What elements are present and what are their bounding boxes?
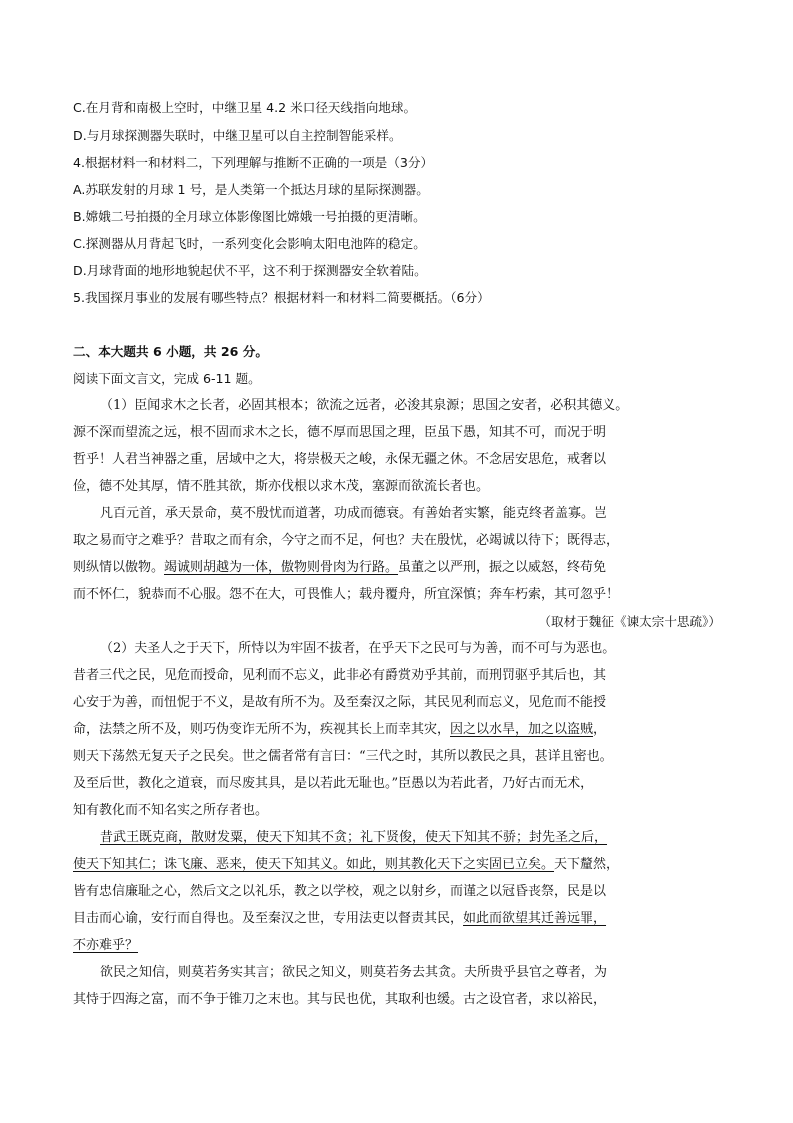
passage1-line: [0, 558, 793, 578]
passage1-line: 而不怀仁，貌恭而不心服。怨不在大，可畏惟人；载舟覆舟，所宜深慎；奔车朽索，其可忽乎！: [73, 587, 620, 602]
passage2-line: 皆有忠信廉耻之心，然后文之以礼乐，教之以学校，观之以射乡，而谨之以冠昏丧祭，民是以: [73, 884, 607, 899]
question-4-stem: 4.根据材料一和材料二，下列理解与推断不正确的一项是（3分）: [73, 155, 434, 170]
passage1-line: 凡百元首，承天景命，莫不殷忧而道著，功成而德衰。有善始者实繁，能克终者盖寡。岂: [100, 506, 608, 521]
passage2-line: [0, 909, 793, 929]
question-4c: C.探测器从月背起飞时，一系列变化会影响太阳电池阵的稳定。: [73, 236, 426, 251]
passage2-line: [0, 828, 793, 848]
underlined-sentence: 使天下知其仁；诛飞廉、恶来，使天下知其义。如此，则其教化天下之实固已立矣。: [73, 857, 555, 872]
question-4d: D.月球背面的地形地貌起伏不平，这不利于探测器安全软着陆。: [73, 263, 427, 278]
passage2-line: （2）夫圣人之于天下，所恃以为牢固不拔者，在乎天下之民可与为善，而不可与为恶也。: [100, 641, 616, 656]
passage2-line: 及至后世，教化之道衰，而尽废其具，是以若此无耻也。”臣愚以为若此者，乃好古而无术，: [73, 776, 594, 791]
question-3c: C.在月背和南极上空时，中继卫星 4.2 米口径天线指向地球。: [73, 100, 417, 115]
passage2-line: [0, 720, 793, 740]
passage2-text: 命，法禁之所不及，则巧伪变诈无所不为，疾视其长上而幸其灾，: [73, 722, 451, 737]
passage1-line: 俭，德不处其厚，情不胜其欲，斯亦伐根以求木茂，塞源而欲流长者也。: [73, 479, 490, 494]
passage1-text: 虽董之以严刑，振之以威怒，终苟免: [398, 560, 607, 575]
passage2-line: 则天下荡然无复天子之民矣。世之儒者常有言曰：“三代之时，其所以教民之具，甚详且密也。: [73, 749, 613, 764]
passage2-line: 欲民之知信，则莫若务实其言；欲民之知义，则莫若务去其贪。夫所贵乎县官之尊者，为: [100, 965, 608, 980]
section-instruction: 阅读下面文言文，完成 6-11 题。: [73, 371, 261, 386]
question-5: 5.我国探月事业的发展有哪些特点？根据材料一和材料二简要概括。（6分）: [73, 290, 490, 305]
passage1-text: 则纵情以傲物。: [73, 560, 165, 575]
passage2-line: 其恃于四海之富，而不争于锥刀之末也。其与民也优，其取利也缓。古之设官者，求以裕民，: [73, 992, 607, 1007]
passage1-line: （1）臣闻求木之长者，必固其根本；欲流之远者，必浚其泉源；思国之安者，必积其德义。: [100, 398, 629, 413]
passage1-line: 哲乎！人君当神器之重，居域中之大，将崇极天之峻，永保无疆之休。不念居安思危，戒奢以: [73, 452, 607, 467]
passage2-line: 昔者三代之民，见危而授命，见利而不忘义，此非必有爵赏劝乎其前，而刑罚驱乎其后也，其: [73, 668, 607, 683]
question-4b: B.嫦娥二号拍摄的全月球立体影像图比嫦娥一号拍摄的更清晰。: [73, 209, 426, 224]
passage2-text: ，: [593, 722, 607, 737]
question-3d: D.与月球探测器失联时，中继卫星可以自主控制智能采样。: [73, 128, 402, 143]
underlined-sentence: 不亦难乎？: [73, 938, 139, 953]
passage2-text: 目击而心谕，安行而自得也。及至秦汉之世，专用法吏以督责其民，: [73, 911, 464, 926]
passage2-line: 知有教化而不知名实之所存者也。: [73, 803, 269, 818]
passage2-line: [0, 855, 793, 875]
question-4a: A.苏联发射的月球 1 号，是人类第一个抵达月球的星际探测器。: [73, 182, 429, 197]
passage2-line: [0, 936, 793, 956]
passage1-source: （取材于魏征《谏太宗十思疏》）: [538, 614, 721, 629]
underlined-sentence: 昔武王既克商，散财发粟，使天下知其不贪；礼下贤俊，使天下知其不骄；封先圣之后，: [100, 830, 608, 845]
section-heading: 二、本大题共 6 小题，共 26 分。: [73, 344, 268, 359]
passage2-line: 心安于为善，而忸怩于不义，是故有所不为。及至秦汉之际，其民见利而忘义，见危而不能授: [73, 695, 607, 710]
underlined-sentence: 竭诚则胡越为一体，傲物则骨肉为行路。: [164, 560, 399, 575]
underlined-sentence: 因之以水旱，加之以盗贼: [450, 722, 594, 737]
underlined-sentence: 如此而欲望其迁善远罪，: [463, 911, 607, 926]
passage1-line: 源不深而望流之远，根不固而求木之长，德不厚而思国之理，臣虽下愚，知其不可，而况于明: [73, 425, 607, 440]
passage1-line: 取之易而守之难乎？昔取之而有余，今守之而不足，何也？夫在殷忧，必竭诚以待下；既得志，: [73, 533, 620, 548]
passage2-text: 天下釐然，: [554, 857, 620, 872]
